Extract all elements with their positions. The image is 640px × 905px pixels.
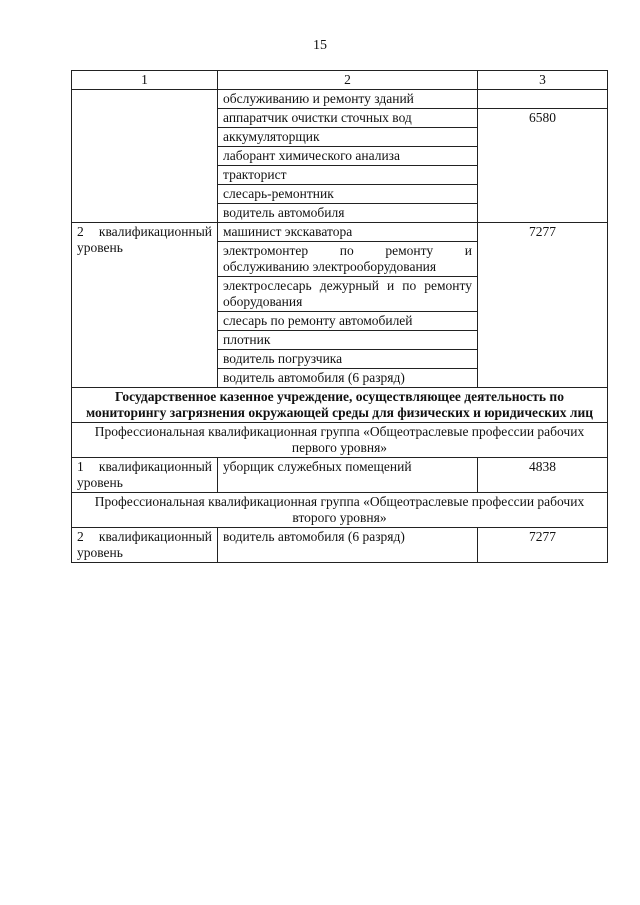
position-cell: водитель автомобиля (6 разряд) <box>218 528 478 563</box>
table-row <box>72 458 608 493</box>
qualification-level-cell: 2 квалификационный уровень <box>72 223 218 388</box>
position-cell: водитель погрузчика <box>218 350 478 369</box>
position-cell: машинист экскаватора <box>218 223 478 242</box>
salary-value-cell: 7277 <box>478 223 608 388</box>
salary-table <box>71 70 608 563</box>
column-header-1: 1 <box>72 71 218 90</box>
group-row <box>72 493 608 528</box>
qualification-level-cell: 2 квалификационный уровень <box>72 528 218 563</box>
table-row <box>72 90 608 109</box>
table-row <box>72 528 608 563</box>
group-row <box>72 423 608 458</box>
position-cell: аккумуляторщик <box>218 128 478 147</box>
organization-title: Государственное казенное учреждение, осуществляющее деятельность по мониторингу загрязнения окружающей среды для физических и юридических лиц <box>72 388 608 423</box>
qualification-group-title: Профессиональная квалификационная группа «Общеотраслевые профессии рабочих второго уровня» <box>72 493 608 528</box>
table-row <box>72 223 608 242</box>
position-cell: электрослесарь дежурный и по ремонту оборудования <box>218 277 478 312</box>
salary-empty-cell <box>478 90 608 109</box>
position-cell: электромонтер по ремонту и обслуживанию электрооборудования <box>218 242 478 277</box>
position-cell: лаборант химического анализа <box>218 147 478 166</box>
position-cell: тракторист <box>218 166 478 185</box>
page-number: 15 <box>313 38 327 53</box>
position-cell: аппаратчик очистки сточных вод <box>218 109 478 128</box>
column-header-2: 2 <box>218 71 478 90</box>
table-header-row <box>72 71 608 90</box>
position-cell: водитель автомобиля <box>218 204 478 223</box>
position-cell: слесарь по ремонту автомобилей <box>218 312 478 331</box>
salary-value-cell: 6580 <box>478 109 608 223</box>
qualification-level-cell: 1 квалификационный уровень <box>72 458 218 493</box>
organization-row <box>72 388 608 423</box>
position-cell: слесарь-ремонтник <box>218 185 478 204</box>
qualification-level-cell <box>72 90 218 223</box>
position-cell: уборщик служебных помещений <box>218 458 478 493</box>
salary-value-cell: 7277 <box>478 528 608 563</box>
position-cell: обслуживанию и ремонту зданий <box>218 90 478 109</box>
position-cell: водитель автомобиля (6 разряд) <box>218 369 478 388</box>
column-header-3: 3 <box>478 71 608 90</box>
position-cell: плотник <box>218 331 478 350</box>
qualification-group-title: Профессиональная квалификационная группа «Общеотраслевые профессии рабочих первого уровня» <box>72 423 608 458</box>
salary-value-cell: 4838 <box>478 458 608 493</box>
